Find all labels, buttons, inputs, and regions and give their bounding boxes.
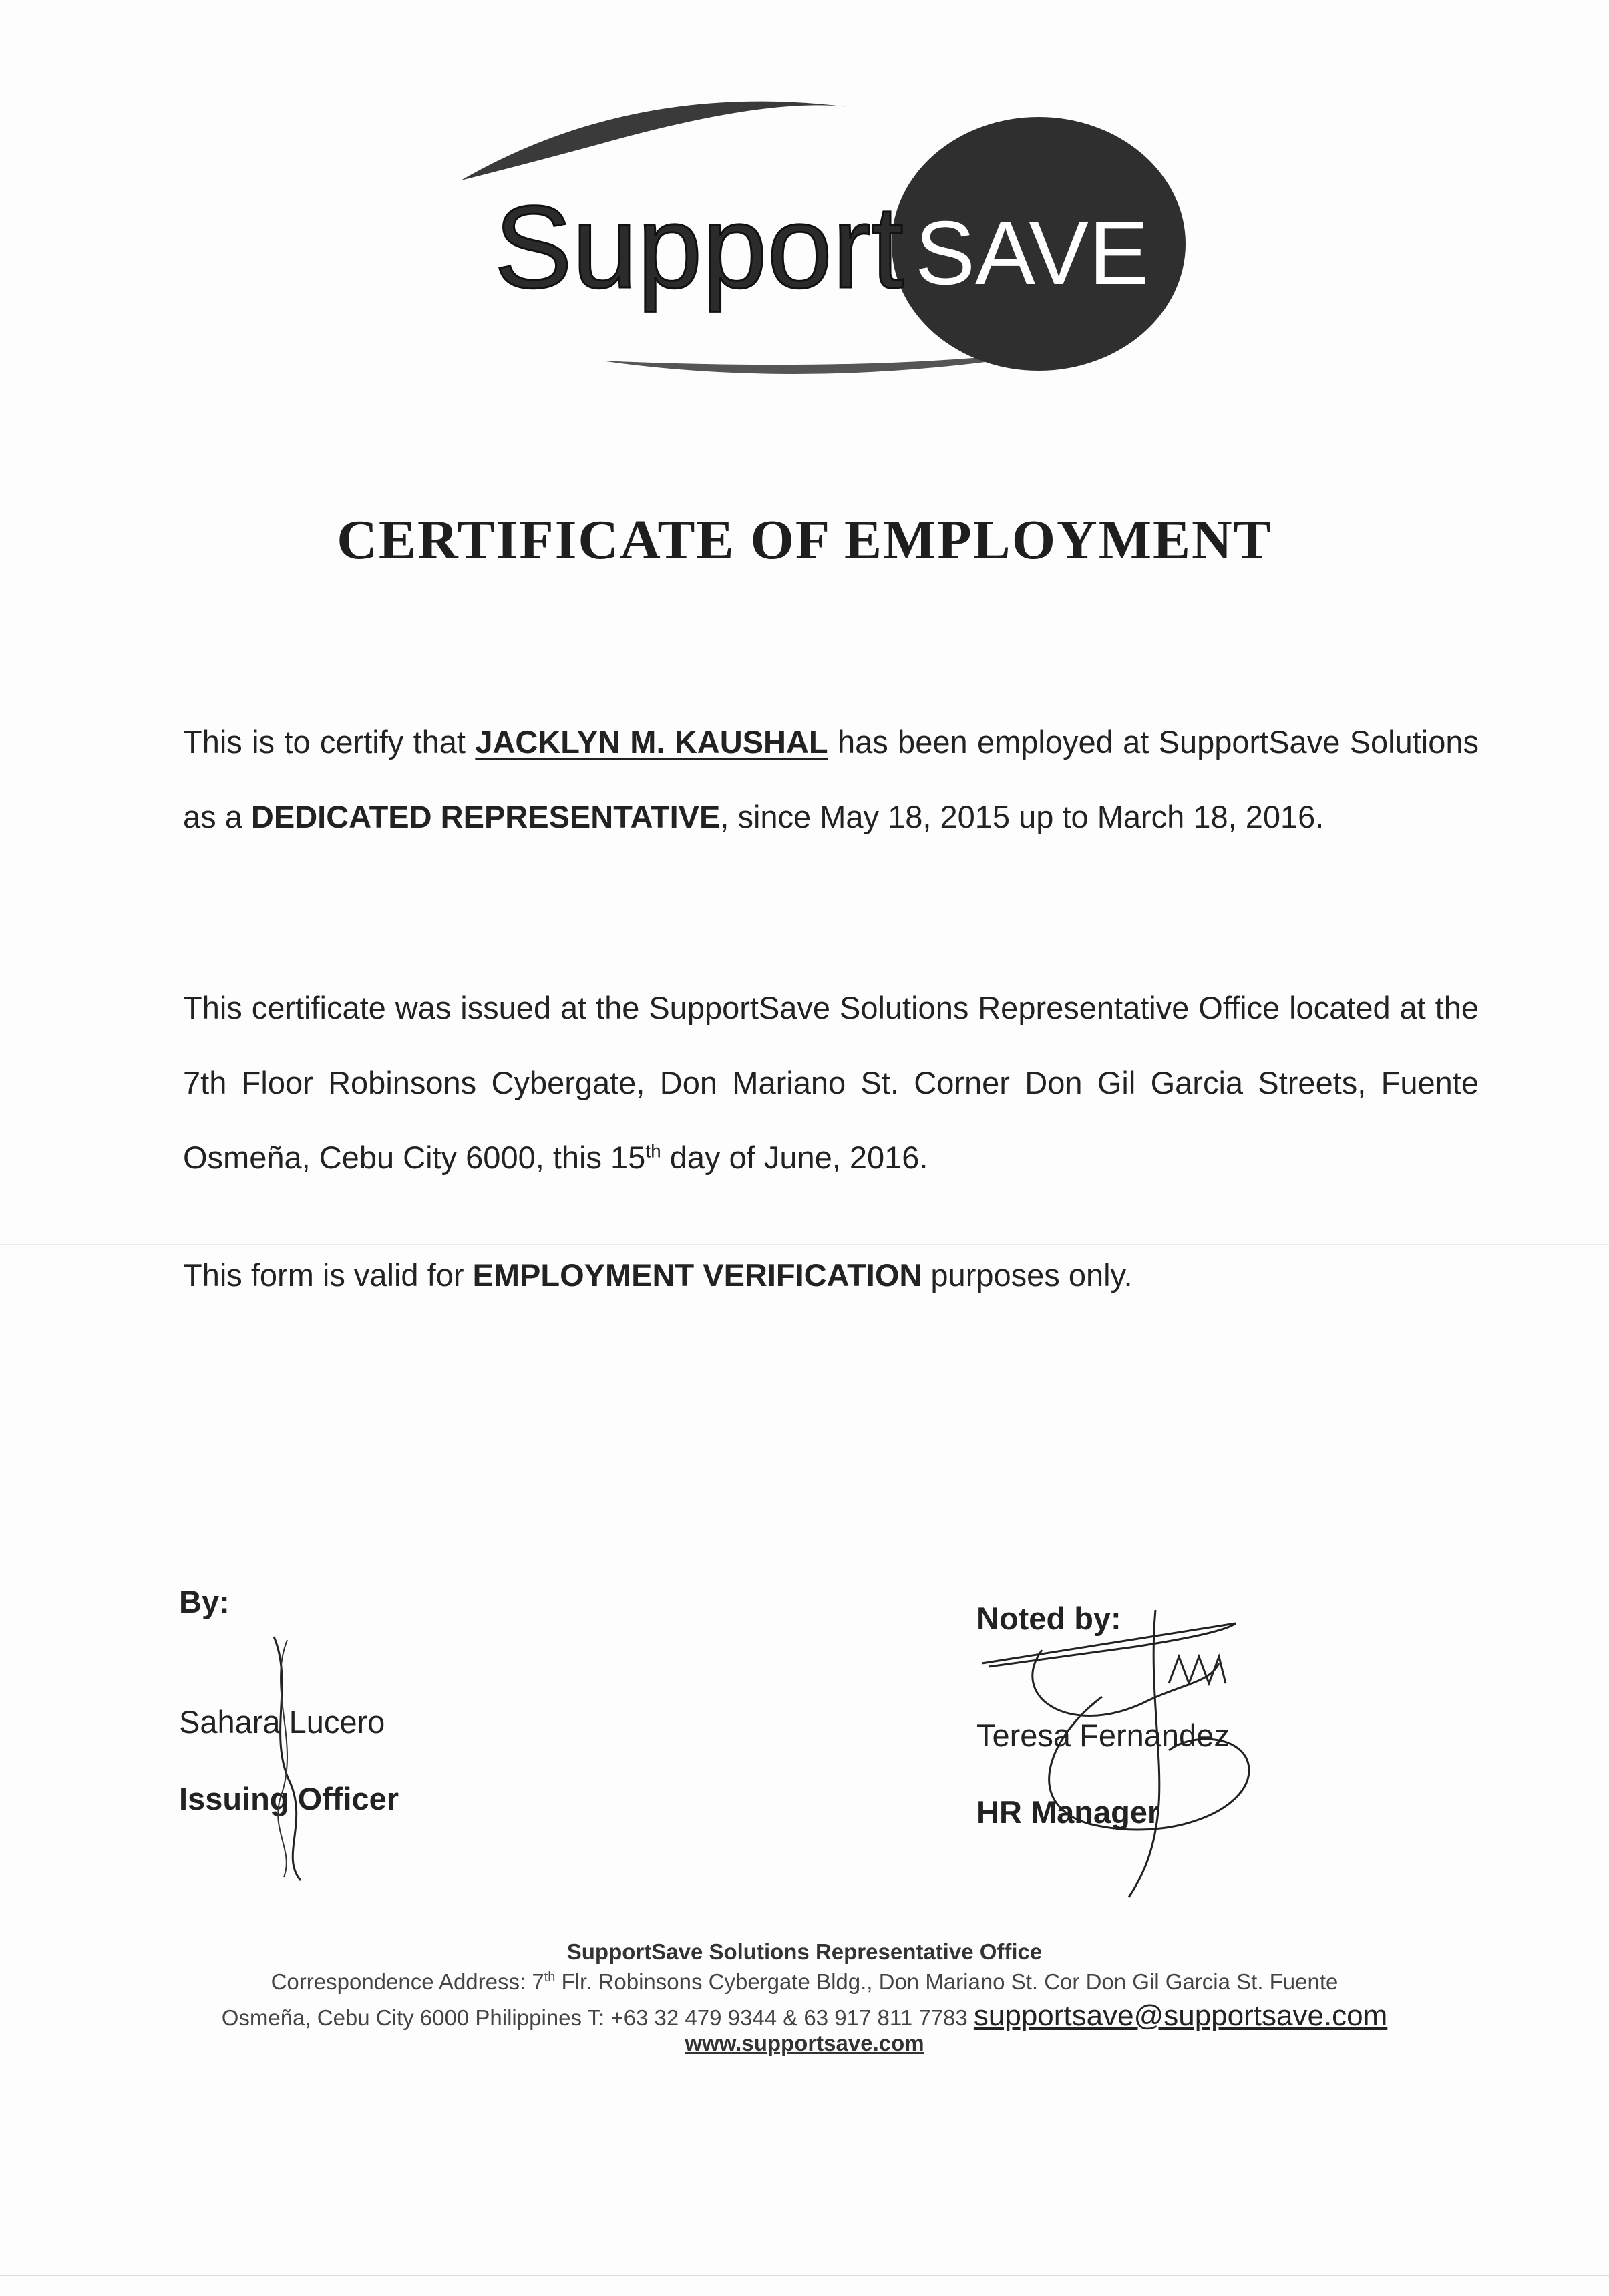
validity-paragraph: [183, 1238, 1479, 1313]
document-title: CERTIFICATE OF EMPLOYMENT: [337, 509, 1272, 571]
employee-name: JACKLYN M. KAUSHAL: [475, 724, 828, 760]
para2-date: day of June, 2016.: [661, 1140, 928, 1175]
footer-address-line2: [0, 1999, 1609, 2033]
footer-phone: Osmeña, Cebu City 6000 Philippines T: +63 32 479 9344 & 63 917 811 7783: [221, 2005, 974, 2030]
supportsave-logo: [434, 80, 1216, 387]
certification-paragraph: [183, 705, 1479, 854]
logo-word-save: SAVE: [915, 202, 1149, 303]
para3-end: purposes only.: [922, 1257, 1133, 1293]
para1-middle: has been employed at SupportSave Solutions as a: [183, 724, 1479, 834]
footer-email-link[interactable]: supportsave@supportsave.com: [973, 1999, 1388, 2032]
footer-website-link[interactable]: www.supportsave.com: [685, 2031, 924, 2056]
approver-signature: [968, 1583, 1262, 1904]
footer-address-b: Flr. Robinsons Cybergate Bldg., Don Mariano St. Cor Don Gil Garcia St. Fuente: [555, 1969, 1338, 1994]
employee-position: DEDICATED REPRESENTATIVE: [250, 799, 721, 834]
footer-address-ordinal: th: [544, 1970, 556, 1985]
issuance-paragraph: [183, 971, 1479, 1195]
logo-word-support: Support: [494, 182, 904, 313]
noted-by-label: Noted by:: [976, 1601, 1121, 1636]
scan-artifact-line-bottom: [0, 2275, 1609, 2276]
para2-ordinal: th: [645, 1140, 661, 1162]
logo-swoosh-top: [461, 102, 848, 180]
issuer-signature: [254, 1630, 327, 1884]
para2-text: This certificate was issued at the SupportSave Solutions Representative Office located at the 7th Floor Robinsons Cybergate, Don Mariano St. Corner Don Gil Garcia Streets, Fuente Osmeña, Cebu City 6000, this 15: [183, 990, 1479, 1175]
footer-office-name: SupportSave Solutions Representative Office: [566, 1939, 1043, 1964]
approver-title: HR Manager: [976, 1794, 1160, 1830]
para1-dates: , since May 18, 2015 up to March 18, 2016.: [720, 799, 1324, 834]
issuer-title: Issuing Officer: [179, 1781, 399, 1816]
approver-name: Teresa Fernandez: [976, 1717, 1230, 1753]
para3-intro: This form is valid for: [183, 1257, 473, 1293]
footer-address-a: Correspondence Address: 7: [271, 1969, 544, 1994]
para1-intro: This is to certify that: [183, 724, 476, 760]
footer-address-line1: [0, 1969, 1609, 1995]
verification-purpose: EMPLOYMENT VERIFICATION: [472, 1257, 922, 1293]
issuer-name: Sahara Lucero: [179, 1704, 385, 1740]
by-label: By:: [179, 1584, 230, 1619]
